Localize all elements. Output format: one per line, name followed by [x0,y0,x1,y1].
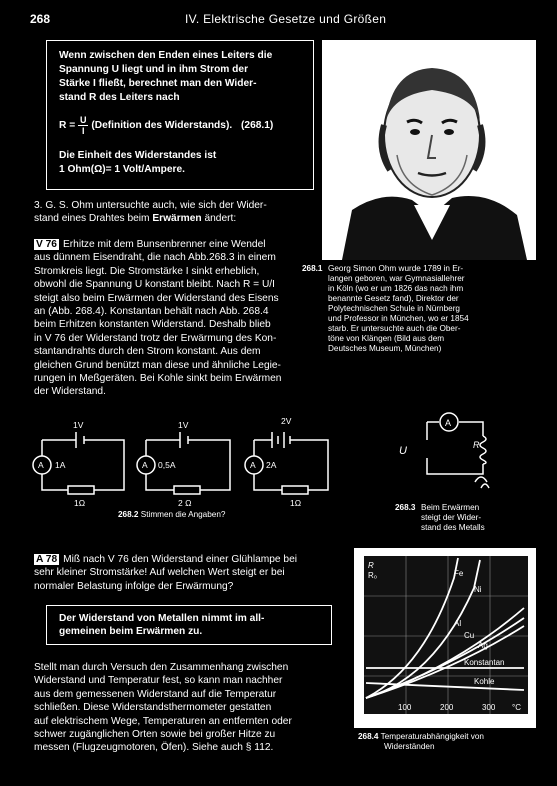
text-run: stand eines Drahtes beim [34,213,153,225]
caption-line: Beim Erwärmen [421,503,480,512]
caption-line: benannte Gesetz fand), Direktor der [328,294,459,303]
caption-number: 268.4 [358,732,379,741]
heating-circuit-figure [395,402,545,502]
portrait-caption [302,264,540,354]
unit-line: Die Einheit des Widerstandes ist [59,150,217,161]
caption-line: steigt der Wider- [421,513,482,522]
exercise-a78 [34,553,340,593]
caption-line: in Köln (wo er um 1826 das nach ihm [328,284,464,293]
circuits-figure [28,410,338,525]
curve-label-kohle: Kohle [474,677,495,686]
experiment-line: der Widerstand. [34,386,106,398]
caption-line: stand des Metalls [421,523,485,532]
c2-voltage: 1V [178,420,189,430]
caption-text: Temperaturabhängigkeit von [380,732,484,741]
exercise-line: normaler Belastung infolge der Erwärmung? [34,580,234,592]
definition-box [46,40,314,190]
paragraph-line: aus dem gemessenen Widerstand auf die Temperatur [34,688,277,700]
c1-current: 1A [55,460,66,470]
experiment-badge: V 76 [36,239,57,250]
x-unit: °C [512,703,521,712]
caption-block [395,503,545,533]
portrait-drawing [322,40,536,260]
c3-current: 2A [266,460,277,470]
caption-number: 268.3 [395,503,416,512]
chapter-title: IV. Elektrische Gesetze und Größen [185,12,387,26]
heating-caption [395,503,545,533]
rule-text [59,612,329,638]
text-run: Miß nach V 76 den Widerstand einer Glühlampe bei [63,554,298,565]
paragraph-line: Stellt man durch Versuch den Zusammenhang zwischen [34,662,289,673]
x-tick: 100 [398,703,412,712]
text-run: ändert: [201,213,237,225]
experiment-line: stantandrahts durch den Strom konstant. Aus dem [34,346,261,358]
experiment-line: rungen in Meßgeräten. Bei Kohle sinkt beim Erwärmen [34,373,282,385]
ammeter-label: A [142,460,148,470]
experiment-line: obwohl die Spannung U konstant bleibt. Nach R = U/I [34,279,275,291]
paragraph-line: schwer zugänglichen Orten sowie bei großer Hitze zu [34,729,276,741]
x-tick: 200 [440,703,454,712]
caption-block [302,264,540,354]
caption-line: und Professor in München, wo er 1854 [328,314,469,323]
caption-line: Deutsches Museum, München) [328,344,442,353]
caption-number: 268.2 [118,510,139,519]
ohm-portrait [322,40,536,260]
curve-label-cu: Cu [464,631,475,640]
resistance-formula [59,115,309,136]
rule-line: gemeinen beim Erwärmen zu. [59,626,203,637]
experiment-v76 [34,238,322,399]
rule-line: Spannung U liegt und in ihm Strom der [59,64,249,75]
formula-fraction [78,115,89,136]
fraction-denominator: I [81,126,85,136]
experiment-line [34,238,322,251]
curve-label-ag: Ag [478,641,488,650]
section-3-line: 3. G. S. Ohm untersuchte auch, wie sich der Wider- [34,200,267,211]
caption-text: Stimmen die Angaben? [140,510,226,519]
c1-voltage: 1V [73,420,84,430]
exercise-line: sehr kleiner Stromstärke! Auf welchen Wert steigt er bei [34,567,285,579]
curve-label-ni: Ni [474,585,482,594]
circuits-caption [118,510,225,520]
c3-voltage: 2V [281,416,292,426]
caption-line: Polytechnischen Schule in Nürnberg [328,304,460,313]
caption-line: Widerständen [384,742,435,751]
fraction-numerator: U [79,115,87,125]
experiment-line: an (Abb. 268.4). Konstantan behält nach Abb. 268.4 [34,306,269,318]
graph-drawing [354,548,536,728]
page-number: 268 [30,12,51,26]
caption-number: 268.1 [302,264,323,273]
c2-resistance: 2 Ω [178,498,192,508]
rule-line: Wenn zwischen den Enden eines Leiters die [59,50,273,61]
experiment-line: Stromkreis liegt. Die Stromstärke I sinkt erheblich, [34,265,260,277]
section-3-line [34,212,319,225]
experiment-line: gleichen Grund benützt man diese und ähnliche Legie- [34,359,281,371]
paragraph-line: auf elektrischem Wege, Temperaturen an entfernten oder [34,715,292,727]
paragraph-line: messen (Flugzeugmotoren, Öfen). Siehe auch § 112. [34,742,274,754]
experiment-line: in V 76 der Widerstand trotz der Erwärmung des Kon- [34,332,277,344]
formula-number: (268.1) [241,120,274,132]
curve-label-al: Al [454,619,462,628]
rule-box-metals [46,605,332,645]
y-axis-sub: R₀ [368,571,378,580]
formula-description: (Definition des Widerstands). [91,120,233,132]
ammeter-label: A [250,460,256,470]
curve-label-konstantan: Konstantan [464,658,505,667]
experiment-line: steigt also beim Erwärmen der Widerstand des Eisens [34,292,279,304]
exercise-line [34,553,340,566]
paragraph-line: Widerstand und Temperatur fest, so kann man nachher [34,675,283,687]
text-run: Erhitze mit dem Bunsenbrenner eine Wendel [62,239,266,250]
c2-current: 0,5A [158,460,176,470]
resistance-graph [354,548,536,728]
rule-line: stand R des Leiters nach [59,92,180,103]
section-3 [34,199,319,226]
ammeter-label: A [38,460,44,470]
resistor-label: R [473,440,480,450]
caption-lines [421,503,485,533]
unit-line: 1 Ohm(Ω)= 1 Volt/Ampere. [59,164,186,175]
curve-label-fe: Fe [454,569,464,578]
graph-caption [358,732,540,752]
experiment-line: aus dünnem Eisendraht, die nach Abb.268.3 in einem [34,252,276,264]
formula-lhs: R = [59,120,76,132]
caption-line [358,732,540,742]
caption-line: langen geboren, war Gymnasiallehrer [328,274,465,283]
experiment-line: beim Erhitzen konstanten Widerstand. Deshalb blieb [34,319,271,331]
c3-resistance: 1Ω [290,498,302,508]
ammeter-label: A [445,418,452,428]
thermometer-paragraph [34,661,342,755]
x-tick: 300 [482,703,496,712]
caption-line: töne von Klängen (Bild aus dem [328,334,445,343]
caption-lines [328,264,469,354]
rule-line: Der Widerstand von Metallen nimmt im all- [59,613,265,624]
paragraph-line: schließen. Diese Widerstandsthermometer gestatten [34,702,272,714]
c1-resistance: 1Ω [74,498,86,508]
rule-line: Stärke I fließt, berechnet man den Wider- [59,78,257,89]
y-axis-label: R [368,561,374,570]
exercise-badge: A 78 [36,554,58,565]
emphasis-text: Erwärmen [152,213,202,225]
caption-line: starb. Er untersuchte auch die Ober- [328,324,461,333]
caption-line: Georg Simon Ohm wurde 1789 in Er- [328,264,464,273]
voltage-label: U [399,445,407,457]
